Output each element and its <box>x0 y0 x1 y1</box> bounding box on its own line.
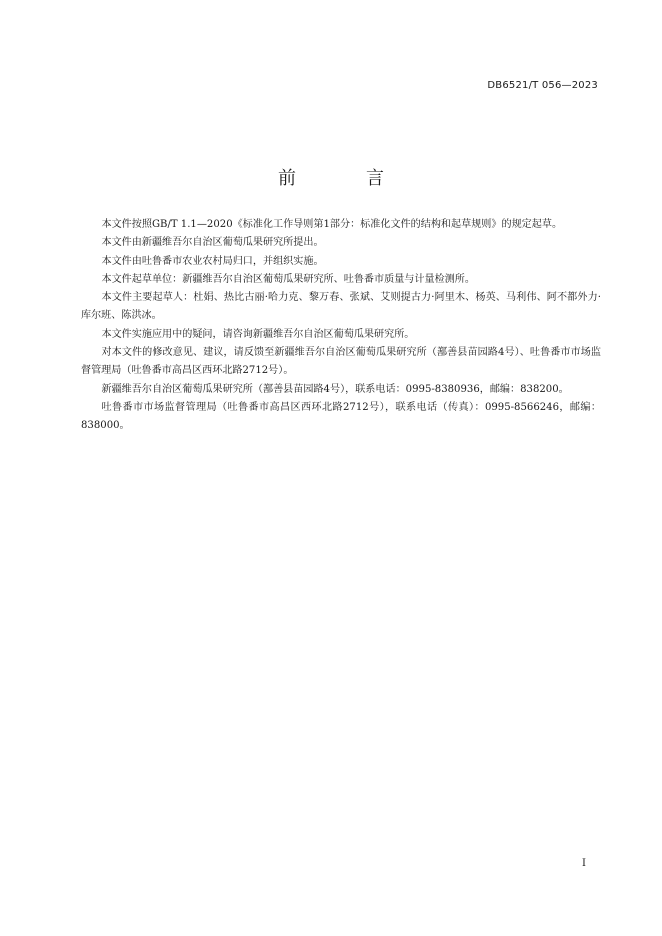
paragraph-administrator: 本文件由吐鲁番市农业农村局归口，并组织实施。 <box>101 255 324 267</box>
foreword-body <box>81 216 601 436</box>
paragraph-drafting-rules: 本文件按照GB/T 1.1—2020《标准化工作导则第1部分：标准化文件的结构和起草规则》的规定起草。 <box>101 219 563 230</box>
paragraph-inquiries: 本文件实施应用中的疑问，请咨询新疆维吾尔自治区葡萄瓜果研究所。 <box>101 328 415 340</box>
paragraph-drafters: 本文件主要起草人：杜娟、热比古丽·哈力克、黎万春、张斌、艾则提古力·阿里木、杨英、马利伟、阿不都外力·库尔班、陈洪冰。 <box>81 292 601 322</box>
paragraph-institute-contact: 新疆维吾尔自治区葡萄瓜果研究所（鄯善县苗园路4号），联系电话：0995-8380936，邮编：838200。 <box>101 383 569 395</box>
page-title: 前 言 <box>278 168 410 189</box>
paragraph-drafting-units: 本文件起草单位：新疆维吾尔自治区葡萄瓜果研究所、吐鲁番市质量与计量检测所。 <box>101 273 475 285</box>
paragraph-bureau-contact: 吐鲁番市市场监督管理局（吐鲁番市高昌区西环北路2712号），联系电话（传真）：0995-8566246，邮编：838000。 <box>81 401 601 432</box>
paragraph-feedback: 对本文件的修改意见、建议，请反馈至新疆维吾尔自治区葡萄瓜果研究所（鄯善县苗园路4号）、吐鲁番市市场监督管理局（吐鲁番市高昌区西环北路2712号）。 <box>81 347 601 377</box>
page-number: I <box>582 858 586 869</box>
document-code: DB6521/T 056—2023 <box>487 80 598 91</box>
paragraph-proposer: 本文件由新疆维吾尔自治区葡萄瓜果研究所提出。 <box>101 237 324 249</box>
